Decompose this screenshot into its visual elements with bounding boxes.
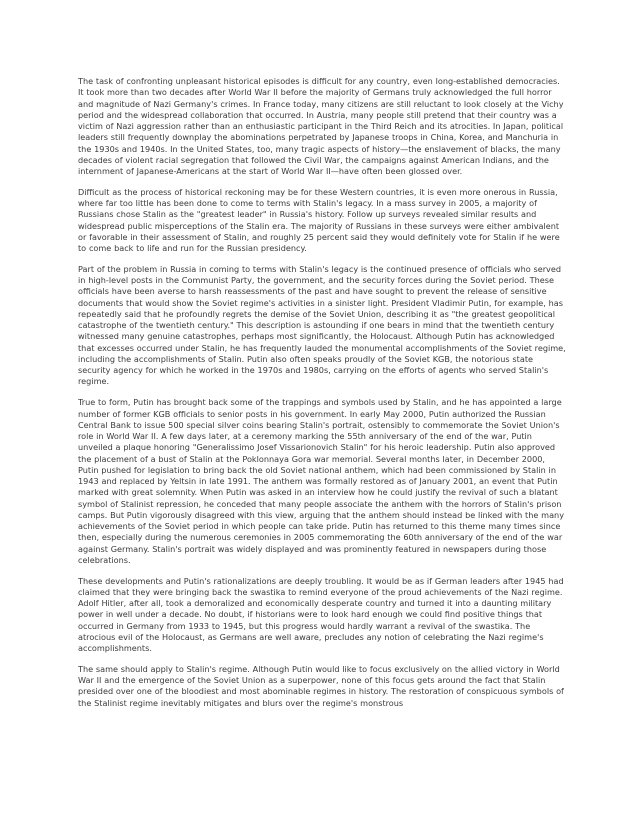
document-page [78, 76, 568, 816]
paragraph-6: The same should apply to Stalin's regime. Although Putin would like to focus exclusively on the allied victory in World War II and the emergence of the Soviet Union as a superpower, none of this focus gets around the fact that Stalin presided over one of the bloodiest and most abominable regimes in history. The restoration of conspicuous symbols of the Stalinist regime inevitably mitigates and blurs over the regime's monstrous [78, 663, 564, 708]
paragraph-1: The task of confronting unpleasant historical episodes is difficult for any country, even long-established democracies. It took more than two decades after World War II before the majority of Germans truly acknowledged the full horror and magnitude of Nazi Germany's crimes. In France today, many citizens are still reluctant to look closely at the Vichy period and the widespread collaboration that occurred. In Austria, many people still pretend that their country was a victim of Nazi aggression rather than an enthusiastic participant in the Third Reich and its atrocities. In Japan, political leaders still frequently downplay the abominations perpetrated by Japanese troops in China, Korea, and Manchuria in the 1930s and 1940s. In the United States, too, many tragic aspects of history—the enslavement of blacks, the many decades of violent racial segregation that followed the Civil War, the campaigns against American Indians, and the internment of Japanese-Americans at the start of World War II—have often been glossed over. [78, 76, 564, 176]
paragraph-2: Difficult as the process of historical reckoning may be for these Western countries, it is even more onerous in Russia, where far too little has been done to come to terms with Stalin's legacy. In a mass survey in 2005, a majority of Russians chose Stalin as the "greatest leader" in Russia's history. Follow up surveys revealed similar results and widespread public misperceptions of the Stalin era. The majority of Russians in these surveys were either ambivalent or favorable in their assessment of Stalin, and roughly 25 percent said they would definitely vote for Stalin if he were to come back to life and run for the Russian presidency. [78, 186, 560, 254]
paragraph-3: Part of the problem in Russia in coming to terms with Stalin's legacy is the continued presence of officials who served in high-level posts in the Communist Party, the government, and the security forces during the Soviet period. These officials have been averse to harsh reassessments of the past and have sought to prevent the release of sensitive documents that would show the Soviet regime's activities in a sinister light. President Vladimir Putin, for example, has repeatedly said that he profoundly regrets the demise of the Soviet Union, describing it as "the greatest geopolitical catastrophe of the twentieth century." This description is astounding if one bears in mind that the twentieth century witnessed many genuine catastrophes, perhaps most significantly, the Holocaust. Although Putin has acknowledged that excesses occurred under Stalin, he has frequently lauded the monumental accomplishments of the Soviet regime, including the accomplishments of Stalin. Putin also often speaks proudly of the Soviet KGB, the notorious state security agency for which he worked in the 1970s and 1980s, carrying on the efforts of agents who served Stalin's regime. [78, 263, 566, 387]
paragraph-4: True to form, Putin has brought back some of the trappings and symbols used by Stalin, and he has appointed a large number of former KGB officials to senior posts in his government. In early May 2000, Putin authorized the Russian Central Bank to issue 500 special silver coins bearing Stalin's portrait, ostensibly to commemorate the Soviet Union's role in World War II. A few days later, at a ceremony marking the 55th anniversary of the end of the war, Putin unveiled a plaque honoring "Generalissimo Josef Vissarionovich Stalin" for his heroic leadership. Putin also approved the placement of a bust of Stalin at the Poklonnaya Gora war memorial. Several months later, in December 2000, Putin pushed for legislation to bring back the old Soviet national anthem, which had been commissioned by Stalin in 1943 and replaced by Yeltsin in late 1991. The anthem was formally restored as of January 2001, an event that Putin marked with great solemnity. When Putin was asked in an interview how he could justify the revival of such a blatant symbol of Stalinist repression, he conceded that many people associate the anthem with the horrors of Stalin's prison camps. But Putin vigorously disagreed with this view, arguing that the anthem should instead be linked with the many achievements of the Soviet period in which people can take pride. Putin has returned to this theme many times since then, especially during the numerous ceremonies in 2005 commemorating the 60th anniversary of the end of the war against Germany. Stalin's portrait was widely displayed and was prominently featured in newspapers during those celebrations. [78, 397, 565, 565]
paragraph-5: These developments and Putin's rationalizations are deeply troubling. It would be as if German leaders after 1945 had claimed that they were bringing back the swastika to remind everyone of the proud achievements of the Nazi regime. Adolf Hitler, after all, took a demoralized and economically desperate country and turned it into a daunting military power in well under a decade. No doubt, if historians were to look hard enough we could find positive things that occurred in Germany from 1933 to 1945, but this progress would hardly warrant a revival of the swastika. The atrocious evil of the Holocaust, as Germans are well aware, precludes any notion of celebrating the Nazi regime's accomplishments. [78, 575, 564, 654]
